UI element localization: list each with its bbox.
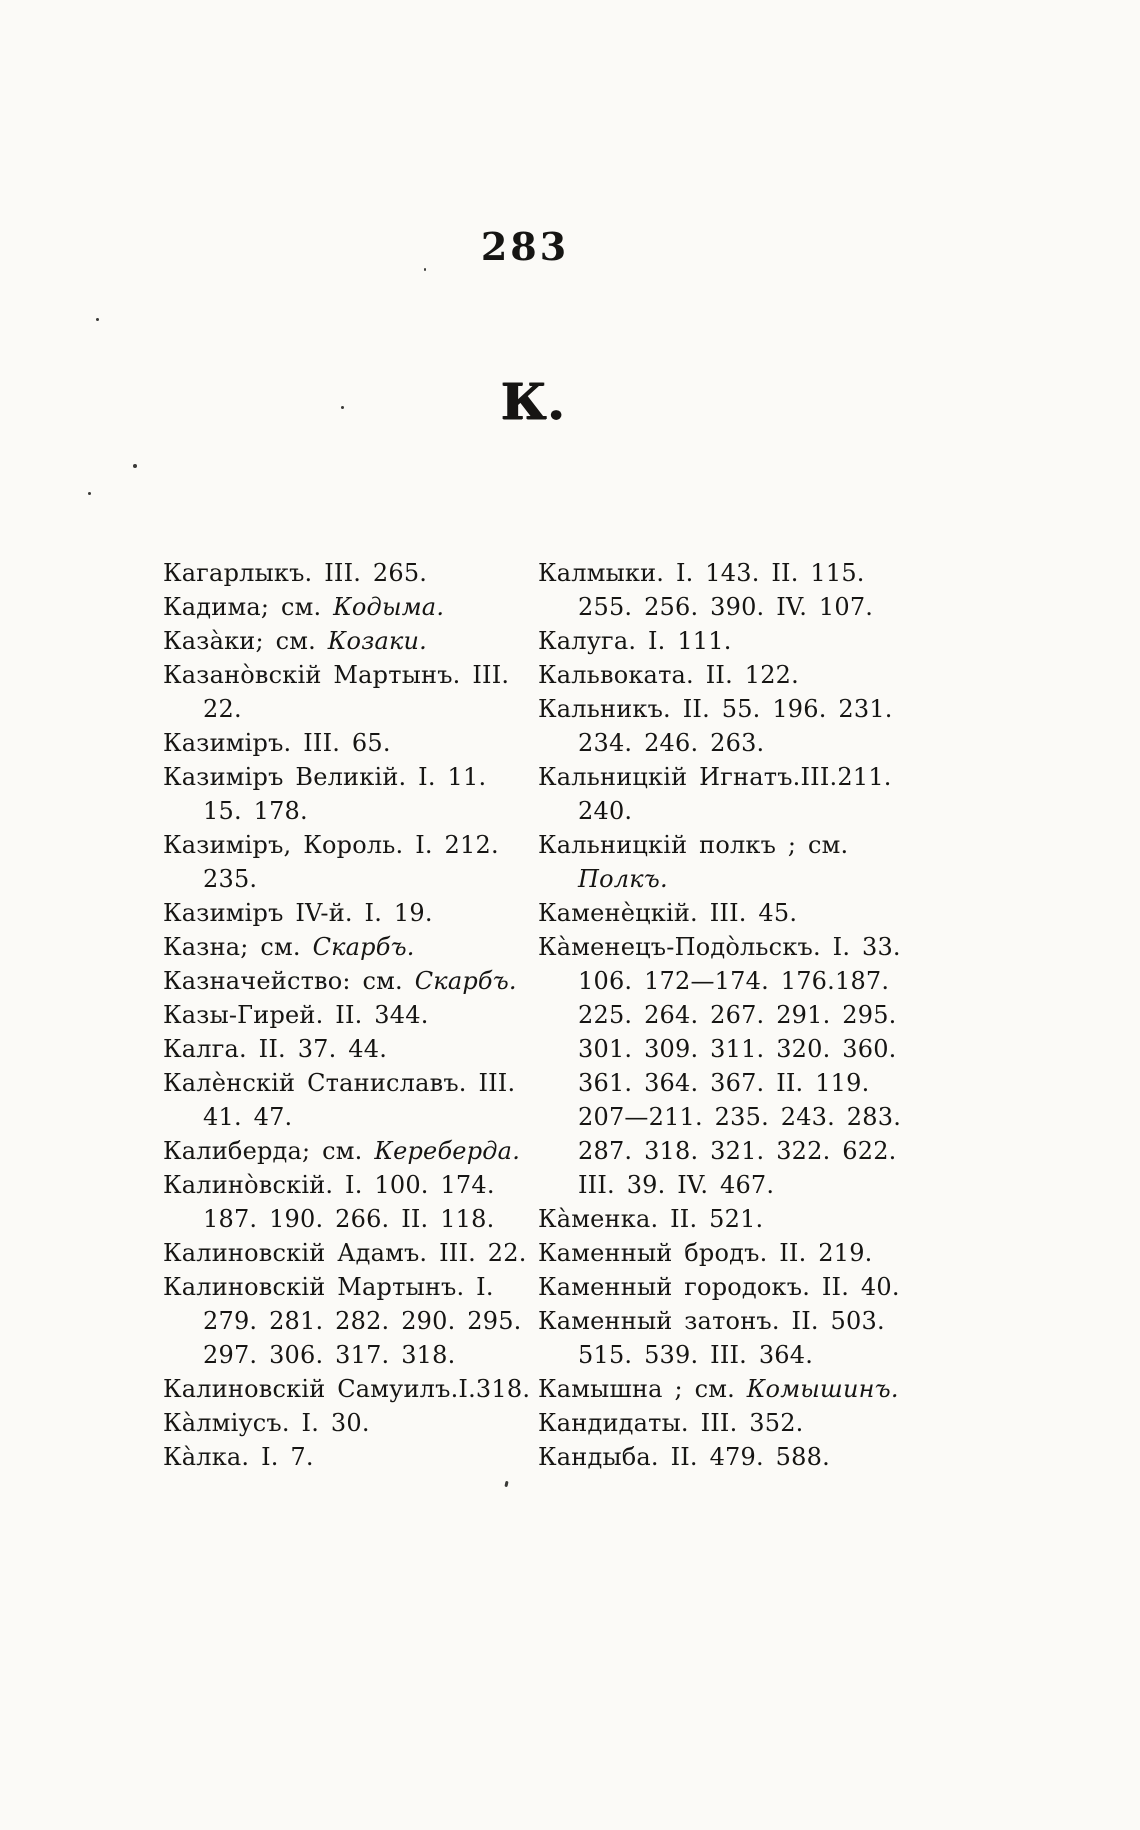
scan-speck: [504, 1481, 508, 1487]
index-cross-reference: Кодыма.: [333, 593, 445, 621]
index-line: [538, 1440, 938, 1474]
index-line: [163, 624, 535, 658]
index-entry-text: 235.: [203, 865, 258, 893]
index-line: [538, 590, 938, 624]
index-entry-text: Кальникъ. II. 55. 196. 231.: [538, 695, 893, 723]
index-entry-text: Казы-Гирей. II. 344.: [163, 1001, 429, 1029]
index-entry-text: Кальницкій полкъ ; см.: [538, 831, 849, 859]
index-entry-text: Камышна ; см.: [538, 1375, 747, 1403]
scan-speck: [88, 492, 91, 495]
index-column-right: [538, 556, 938, 1474]
index-entry-text: 187. 190. 266. II. 118.: [203, 1205, 495, 1233]
index-line: [538, 828, 938, 862]
index-entry-text: 15. 178.: [203, 797, 308, 825]
index-cross-reference: Комышинъ.: [746, 1375, 899, 1403]
index-cross-reference: Козаки.: [327, 627, 428, 655]
index-entry-text: Ка̀менецъ-Подо̀льскъ. I. 33.: [538, 933, 901, 961]
index-entry-text: Казиміръ. III. 65.: [163, 729, 391, 757]
index-line: [163, 1134, 535, 1168]
index-entry-text: Кальницкій Игнатъ.III.211.: [538, 763, 892, 791]
index-cross-reference: Скарбъ.: [312, 933, 415, 961]
index-entry-text: Казано̀вскій Мартынъ. III.: [163, 661, 510, 689]
index-line: [163, 1168, 535, 1202]
index-entry-text: III. 39. IV. 467.: [578, 1171, 775, 1199]
index-line: [163, 1202, 535, 1236]
index-line: [163, 658, 535, 692]
index-entry-text: Калмыки. I. 143. II. 115.: [538, 559, 865, 587]
index-line: [538, 794, 938, 828]
index-entry-text: 234. 246. 263.: [578, 729, 765, 757]
index-line: [538, 1406, 938, 1440]
index-line: [163, 1406, 535, 1440]
index-entry-text: 301. 309. 311. 320. 360.: [578, 1035, 897, 1063]
index-line: [163, 930, 535, 964]
index-cross-reference: Полкъ.: [578, 865, 668, 893]
index-line: [163, 794, 535, 828]
index-entry-text: Калиновскій Самуилъ.I.318.: [163, 1375, 531, 1403]
index-line: [538, 1032, 938, 1066]
index-column-left: [163, 556, 535, 1474]
index-entry-text: Калга. II. 37. 44.: [163, 1035, 388, 1063]
index-entry-text: Кагарлыкъ. III. 265.: [163, 559, 428, 587]
index-line: [163, 760, 535, 794]
index-line: [538, 1338, 938, 1372]
index-line: [538, 1304, 938, 1338]
index-entry-text: Калиберда; см.: [163, 1137, 375, 1165]
index-line: [163, 1236, 535, 1270]
index-line: [163, 896, 535, 930]
index-entry-text: 240.: [578, 797, 633, 825]
page-number: 283: [480, 224, 570, 269]
index-line: [163, 1270, 535, 1304]
index-entry-text: Калиновскій Мартынъ. I.: [163, 1273, 494, 1301]
index-entry-text: 255. 256. 390. IV. 107.: [578, 593, 874, 621]
index-entry-text: 207—211. 235. 243. 283.: [578, 1103, 902, 1131]
index-entry-text: Кандыба. II. 479. 588.: [538, 1443, 830, 1471]
index-entry-text: Каза̀ки; см.: [163, 627, 328, 655]
index-line: [163, 1100, 535, 1134]
index-entry-text: 279. 281. 282. 290. 295.: [203, 1307, 522, 1335]
index-line: [538, 692, 938, 726]
index-line: [163, 692, 535, 726]
index-entry-text: Казиміръ, Король. I. 212.: [163, 831, 499, 859]
index-line: [163, 862, 535, 896]
index-line: [163, 1372, 535, 1406]
index-entry-text: Ка̀лміусъ. I. 30.: [163, 1409, 370, 1437]
scan-speck: [424, 268, 426, 271]
index-entry-text: Каменѐцкій. III. 45.: [538, 899, 798, 927]
index-line: [538, 1372, 938, 1406]
index-cross-reference: Скарбъ.: [414, 967, 517, 995]
index-line: [163, 556, 535, 590]
index-line: [163, 998, 535, 1032]
index-entry-text: 297. 306. 317. 318.: [203, 1341, 456, 1369]
index-line: [163, 1338, 535, 1372]
index-entry-text: Казиміръ Великій. I. 11.: [163, 763, 487, 791]
index-line: [538, 658, 938, 692]
index-line: [538, 896, 938, 930]
index-line: [538, 1100, 938, 1134]
index-line: [538, 624, 938, 658]
index-entry-text: Казиміръ IV-й. I. 19.: [163, 899, 433, 927]
index-line: [538, 1168, 938, 1202]
index-entry-text: Каменный городокъ. II. 40.: [538, 1273, 900, 1301]
index-entry-text: Калѐнскій Станиславъ. III.: [163, 1069, 516, 1097]
index-line: [538, 726, 938, 760]
index-line: [163, 590, 535, 624]
index-entry-text: Казна; см.: [163, 933, 313, 961]
index-entry-text: Калиновскій Адамъ. III. 22.: [163, 1239, 527, 1267]
index-entry-text: Кадима; см.: [163, 593, 334, 621]
index-line: [538, 1134, 938, 1168]
index-line: [538, 998, 938, 1032]
index-line: [538, 760, 938, 794]
index-line: [538, 964, 938, 998]
index-line: [538, 862, 938, 896]
index-line: [538, 930, 938, 964]
index-line: [163, 964, 535, 998]
index-entry-text: 361. 364. 367. II. 119.: [578, 1069, 870, 1097]
scan-speck: [96, 318, 99, 321]
scan-speck: [341, 406, 344, 409]
index-entry-text: Каменный бродъ. II. 219.: [538, 1239, 873, 1267]
index-line: [163, 1304, 535, 1338]
index-line: [538, 1202, 938, 1236]
section-initial-letter: К.: [501, 372, 566, 431]
index-line: [538, 1236, 938, 1270]
index-line: [163, 1066, 535, 1100]
index-entry-text: Ка̀менка. II. 521.: [538, 1205, 764, 1233]
index-entry-text: Кальвоката. II. 122.: [538, 661, 799, 689]
index-line: [163, 726, 535, 760]
index-entry-text: Калино̀вскій. I. 100. 174.: [163, 1171, 495, 1199]
index-line: [163, 1440, 535, 1474]
index-entry-text: Каменный затонъ. II. 503.: [538, 1307, 885, 1335]
index-entry-text: 41. 47.: [203, 1103, 293, 1131]
index-entry-text: 106. 172—174. 176.187.: [578, 967, 890, 995]
index-entry-text: 225. 264. 267. 291. 295.: [578, 1001, 897, 1029]
index-line: [163, 828, 535, 862]
index-entry-text: 287. 318. 321. 322. 622.: [578, 1137, 897, 1165]
index-line: [163, 1032, 535, 1066]
index-line: [538, 1066, 938, 1100]
index-cross-reference: Кереберда.: [374, 1137, 521, 1165]
index-entry-text: 22.: [203, 695, 242, 723]
index-entry-text: Казначейство: см.: [163, 967, 415, 995]
index-entry-text: Кандидаты. III. 352.: [538, 1409, 804, 1437]
index-entry-text: Ка̀лка. I. 7.: [163, 1443, 314, 1471]
index-entry-text: Калуга. I. 111.: [538, 627, 732, 655]
index-entry-text: 515. 539. III. 364.: [578, 1341, 814, 1369]
index-line: [538, 556, 938, 590]
scan-speck: [133, 464, 137, 468]
index-line: [538, 1270, 938, 1304]
